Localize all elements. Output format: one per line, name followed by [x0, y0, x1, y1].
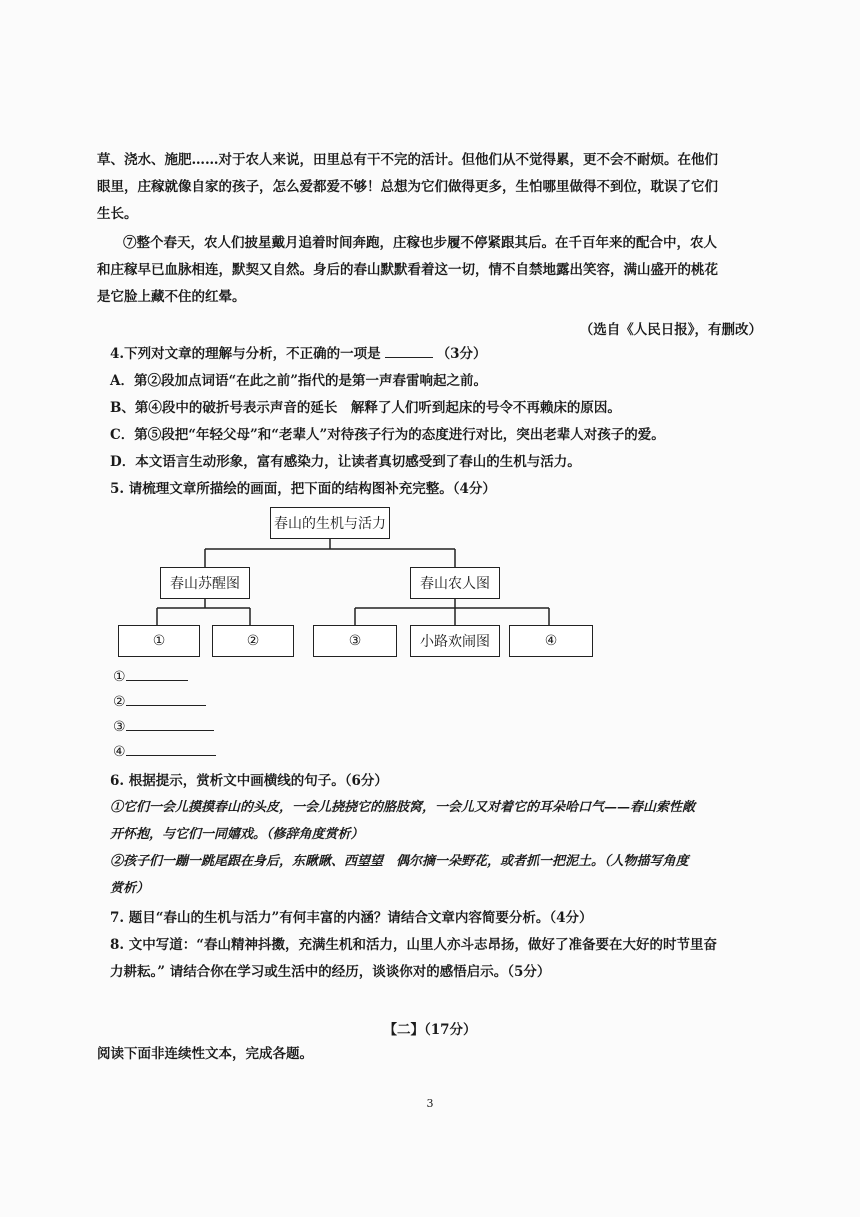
passage-line-4: ⑦整个春天，农人们披星戴月追着时间奔跑，庄稼也步履不停紧跟其后。在千百年来的配合中，农人 — [123, 235, 717, 251]
q4-points: （3分） — [436, 346, 487, 362]
answer-blank-4 — [126, 743, 216, 756]
q6-stem: 6. 根据提示，赏析文中画横线的句子。（6分） — [110, 773, 388, 789]
passage-line-5: 和庄稼早已血脉相连，默契又自然。身后的春山默默看着这一切，情不自禁地露出笑容，满山盛开的桃花 — [97, 262, 718, 278]
answer-line-1 — [113, 668, 188, 685]
diagram-branch-right: 春山农人图 — [410, 567, 500, 599]
answer-mark-3: ③ — [113, 719, 126, 735]
diagram-leaf-4: 小路欢闹图 — [410, 625, 500, 657]
answer-mark-2: ② — [113, 694, 126, 710]
q4-answer-blank — [385, 345, 433, 358]
q6-item1-line-1: ①它们一会儿摸摸春山的头皮，一会儿挠挠它的胳肢窝，一会儿又对着它的耳朵哈口气——春山索性敞 — [110, 800, 696, 815]
q4-option-a: A．第②段加点词语“在此之前”指代的是第一声春雷响起之前。 — [110, 373, 488, 389]
q4-stem — [110, 344, 487, 364]
q8-stem-line-2: 力耕耘。” 请结合你在学习或生活中的经历，谈谈你对的感悟启示。（5分） — [110, 964, 551, 980]
answer-blank-3 — [126, 718, 214, 731]
q4-option-b: B、第④段中的破折号表示声音的延长 解释了人们听到起床的号令不再赖床的原因。 — [110, 400, 621, 416]
diagram-root-box: 春山的生机与活力 — [270, 507, 390, 539]
diagram-leaf-3: ③ — [313, 625, 397, 657]
answer-line-2 — [113, 693, 206, 710]
q6-item2-line-1: ②孩子们一蹦一跳尾跟在身后，东瞅瞅、西望望 偶尔摘一朵野花，或者抓一把泥土。（人物描写角度 — [110, 854, 689, 869]
passage-line-3: 生长。 — [97, 206, 138, 222]
answer-line-4 — [113, 743, 216, 760]
answer-blank-1 — [126, 668, 188, 681]
passage-line-2: 眼里，庄稼就像自家的孩子，怎么爱都爱不够！总想为它们做得更多，生怕哪里做得不到位，耽误了它们 — [97, 179, 718, 195]
q6-item1-line-2: 开怀抱，与它们一同嬉戏。（修辞角度赏析） — [110, 827, 364, 842]
q5-stem: 5. 请梳理文章所描绘的画面，把下面的结构图补充完整。（4分） — [110, 481, 496, 497]
diagram-leaf-1: ① — [118, 625, 200, 657]
q4-stem-text: 4.下列对文章的理解与分析，不正确的一项是 — [110, 346, 381, 362]
page-number: 3 — [426, 1097, 434, 1110]
diagram-leaf-5: ④ — [509, 625, 593, 657]
answer-blank-2 — [126, 693, 206, 706]
q4-option-c: C．第⑤段把“年轻父母”和“老辈人”对待孩子行为的态度进行对比，突出老辈人对孩子的爱。 — [110, 427, 665, 443]
answer-line-3 — [113, 718, 214, 735]
answer-mark-4: ④ — [113, 744, 126, 760]
passage-line-1: 草、浇水、施肥……对于农人来说，田里总有干不完的活计。但他们从不觉得累，更不会不耐烦。在他们 — [97, 152, 718, 168]
section-2-title: 【二】（17分） — [383, 1022, 477, 1038]
diagram-leaf-2: ② — [212, 625, 294, 657]
answer-mark-1: ① — [113, 669, 126, 685]
q8-stem-line-1: 8. 文中写道：“春山精神抖擞，充满生机和活力，山里人亦斗志昂扬，做好了准备要在大好的时节里奋 — [110, 937, 718, 953]
diagram-branch-left: 春山苏醒图 — [160, 567, 250, 599]
section-2-instruction: 阅读下面非连续性文本，完成各题。 — [97, 1046, 313, 1062]
source-citation: （选自《人民日报》，有删改） — [579, 322, 762, 338]
passage-line-6: 是它脸上藏不住的红晕。 — [97, 289, 246, 305]
q7-stem: 7. 题目“春山的生机与活力”有何丰富的内涵？请结合文章内容简要分析。（4分） — [110, 910, 593, 926]
q4-option-d: D．本文语言生动形象，富有感染力，让读者真切感受到了春山的生机与活力。 — [110, 454, 581, 470]
q6-item2-line-2: 赏析） — [110, 881, 150, 896]
